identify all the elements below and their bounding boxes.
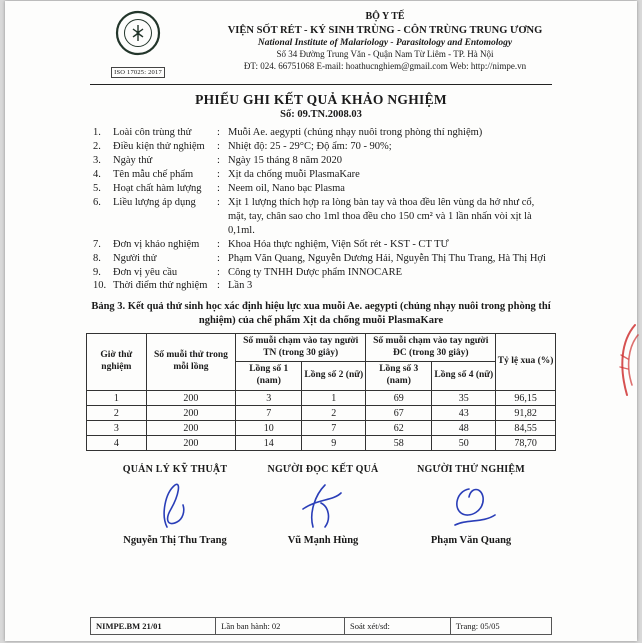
footer-form-code: NIMPE.BM 21/01 (96, 620, 162, 631)
institute-seal (101, 10, 175, 79)
item-label: Điều kiện thử nghiệm (113, 140, 205, 152)
list-item (93, 266, 555, 280)
item-number: 4. (93, 168, 101, 180)
item-value: Neem oil, Nano bạc Plasma (228, 182, 345, 194)
table-cell: 96,15 (496, 391, 556, 406)
item-value: Công ty TNHH Dược phẩm INNOCARE (228, 266, 403, 278)
list-item (93, 154, 555, 168)
table-cell: 62 (366, 421, 432, 436)
item-value: Ngày 15 tháng 8 năm 2020 (228, 154, 343, 166)
item-number: 3. (93, 154, 101, 166)
item-value: Nhiệt độ: 25 - 29°C; Độ ẩm: 70 - 90%; (228, 140, 392, 152)
handwritten-signature-icon (411, 477, 531, 533)
institute-address: Số 34 Đường Trung Văn - Quận Nam Từ Liêm - TP. Hà Nội (276, 49, 494, 60)
item-value: Muỗi Ae. aegypti (chủng nhạy nuôi trong phòng thí nghiệm) (228, 127, 483, 138)
item-colon: : (217, 266, 220, 278)
signature-block-tester (397, 464, 545, 546)
table-cell: 78,70 (496, 436, 556, 451)
document-page (5, 1, 637, 641)
item-value: Xịt 1 lượng thích hợp ra lòng bàn tay và thoa đều lên vùng da hở như cổ, mặt, tay, chân sao cho 1ml thoa đều cho 150 cm² và 1 lần nhấn vòi xịt là 0,1ml. (228, 196, 535, 236)
table-row (87, 436, 556, 451)
header-divider (90, 84, 552, 85)
table-cell: 35 (432, 391, 496, 406)
item-label: Người thử (113, 252, 157, 264)
table-cell: 200 (146, 406, 236, 421)
item-label: Loài côn trùng thử (113, 127, 192, 138)
signature-name: Nguyễn Thị Thu Trang (123, 535, 227, 547)
table-cell: 1 (302, 391, 366, 406)
iso-certification-badge: ISO 17025: 2017 (111, 67, 165, 78)
item-number: 6. (93, 196, 101, 208)
table-cell: 58 (366, 436, 432, 451)
table-cell: 84,55 (496, 421, 556, 436)
table-cell: 67 (366, 406, 432, 421)
table-header-hour: Giờ thử nghiệm (87, 333, 147, 391)
list-item (93, 168, 555, 182)
item-colon: : (217, 154, 220, 166)
item-colon: : (217, 252, 220, 264)
item-number: 5. (93, 182, 101, 194)
table-cell: 50 (432, 436, 496, 451)
item-value: Xịt da chống muỗi PlasmaKare (228, 168, 360, 180)
table-header-group-tn: Số muỗi chạm vào tay người TN (trong 30 giây) (236, 333, 366, 362)
item-colon: : (217, 196, 220, 208)
list-item (93, 238, 555, 252)
item-label: Hoạt chất hàm lượng (113, 182, 202, 194)
table-cell: 200 (146, 391, 236, 406)
table-cell: 2 (302, 406, 366, 421)
ministry-name: BỘ Y TẾ (365, 11, 405, 22)
table-cell: 3 (236, 391, 302, 406)
red-stamp-fragment-icon (613, 323, 639, 399)
item-colon: : (217, 182, 220, 194)
table-cell: 4 (87, 436, 147, 451)
table-subheader-cage4: Lồng số 4 (nữ) (432, 362, 496, 391)
item-number: 7. (93, 238, 101, 250)
item-label: Đơn vị khảo nghiệm (113, 238, 200, 250)
signature-block-result-reader (249, 464, 397, 546)
item-value: Khoa Hóa thực nghiệm, Viện Sốt rét - KST - CT TƯ (228, 238, 449, 250)
item-colon: : (217, 140, 220, 152)
handwritten-signature-icon (115, 477, 235, 533)
list-item (93, 252, 555, 266)
item-colon: : (217, 280, 220, 292)
item-number: 2. (93, 140, 101, 152)
item-label: Thời điểm thử nghiệm (113, 280, 208, 292)
signature-name: Vũ Mạnh Hùng (287, 535, 359, 547)
list-item (93, 182, 555, 196)
signature-area (101, 477, 249, 535)
table-cell: 43 (432, 406, 496, 421)
item-label: Ngày thử (113, 154, 153, 166)
table-row (87, 406, 556, 421)
table-row (87, 391, 556, 406)
signature-block-technical-manager (101, 464, 249, 546)
table-caption: Bảng 3. Kết quả thử sinh học xác định hiệu lực xua muỗi Ae. aegypti (chủng nhạy nuôi trong phòng thí nghiệm) của chế phẩm Xịt da chống muỗi PlasmaKare (91, 301, 551, 327)
table-subheader-cage1: Lồng số 1 (nam) (236, 362, 302, 391)
document-number: Số: 09.TN.2008.03 (280, 109, 362, 120)
list-item (93, 279, 555, 293)
table-cell: 91,82 (496, 406, 556, 421)
item-label: Tên mẫu chế phẩm (113, 168, 194, 180)
signature-area (249, 477, 397, 535)
table-cell: 200 (146, 436, 236, 451)
table-header-group-dc: Số muỗi chạm vào tay người ĐC (trong 30 giây) (366, 333, 496, 362)
table-header-rate: Tỷ lệ xua (%) (496, 333, 556, 391)
item-value: Phạm Văn Quang, Nguyễn Dương Hải, Nguyễn Thị Thu Trang, Hà Thị Hợi (228, 252, 546, 264)
table-row (87, 421, 556, 436)
footer-page-number: Trang: 05/05 (450, 618, 551, 634)
table-subheader-cage3: Lồng số 3 (nam) (366, 362, 432, 391)
seal-icon (115, 10, 161, 56)
item-colon: : (217, 168, 220, 180)
item-number: 1. (93, 127, 101, 138)
item-label: Liều lượng áp dụng (113, 196, 196, 208)
results-table (86, 333, 556, 452)
table-cell: 69 (366, 391, 432, 406)
table-cell: 10 (236, 421, 302, 436)
table-cell: 9 (302, 436, 366, 451)
institute-contact: ĐT: 024. 66751068 E-mail: hoathucnghiem@gmail.com Web: http://nimpe.vn (243, 60, 527, 71)
item-value: Lần 3 (228, 280, 253, 292)
signature-role: NGƯỜI ĐỌC KẾT QUẢ (267, 464, 379, 476)
item-number: 9. (93, 266, 101, 278)
signature-area (397, 477, 545, 535)
list-item (93, 126, 555, 140)
item-number: 8. (93, 252, 101, 264)
table-cell: 48 (432, 421, 496, 436)
signature-section (101, 464, 545, 546)
table-cell: 200 (146, 421, 236, 436)
institute-name-vi: VIỆN SỐT RÉT - KÝ SINH TRÙNG - CÔN TRÙNG TRUNG ƯƠNG (227, 24, 543, 36)
table-cell: 7 (302, 421, 366, 436)
document-title: PHIẾU GHI KẾT QUẢ KHẢO NGHIỆM (195, 92, 447, 107)
footer-review: Soát xét/sđ: (344, 618, 450, 634)
table-cell: 3 (87, 421, 147, 436)
item-colon: : (217, 238, 220, 250)
signature-name: Phạm Văn Quang (430, 535, 512, 547)
footer-strip (90, 617, 552, 635)
footer-issue-number: Lần ban hành: 02 (215, 618, 344, 634)
item-colon: : (217, 127, 220, 138)
table-subheader-cage2: Lồng số 2 (nữ) (302, 362, 366, 391)
list-item (93, 196, 555, 238)
list-item (93, 140, 555, 154)
table-cell: 7 (236, 406, 302, 421)
table-cell: 1 (87, 391, 147, 406)
table-header-count: Số muỗi thử trong mỗi lồng (146, 333, 236, 391)
letterhead (5, 8, 637, 82)
institute-name-en: National Institute of Malariology - Parasitology and Entomology (257, 38, 513, 49)
info-list (93, 126, 555, 293)
item-number: 10. (93, 280, 107, 292)
signature-role: QUẢN LÝ KỸ THUẬT (122, 464, 228, 476)
table-cell: 2 (87, 406, 147, 421)
letterhead-text (175, 10, 595, 79)
table-cell: 14 (236, 436, 302, 451)
handwritten-signature-icon (263, 477, 383, 533)
signature-role: NGƯỜI THỬ NGHIỆM (417, 464, 525, 476)
item-label: Đơn vị yêu cầu (113, 266, 178, 278)
